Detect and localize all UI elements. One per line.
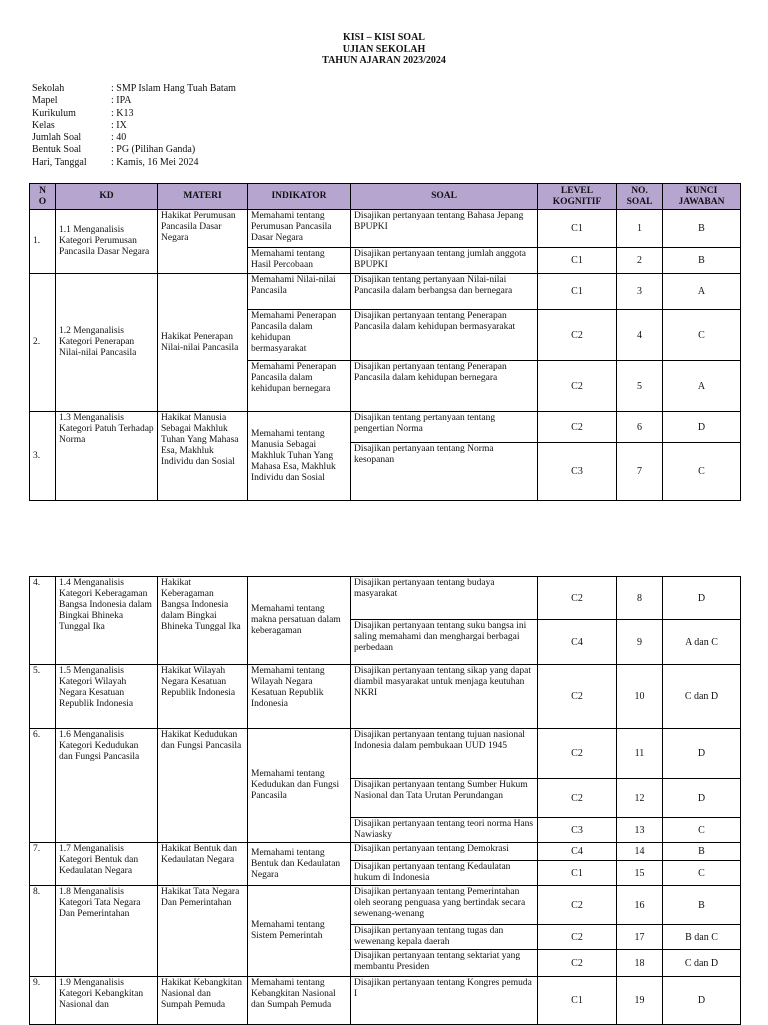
materi-cell: Hakikat Wilayah Negara Kesatuan Republik Indonesia bbox=[158, 665, 248, 729]
level-cell: C2 bbox=[538, 925, 617, 950]
info-value: : SMP Islam Hang Tuah Batam bbox=[111, 83, 236, 94]
info-row bbox=[32, 144, 236, 156]
soal-cell: Disajikan pertanyaan tentang Bahasa Jepang BPUPKI bbox=[351, 210, 538, 248]
kunci-cell: A dan C bbox=[663, 620, 741, 665]
doc-subtitle: UJIAN SEKOLAH bbox=[342, 43, 426, 55]
kunci-cell: B bbox=[663, 210, 741, 248]
info-row bbox=[32, 95, 236, 107]
materi-cell: Hakikat Kebangkitan Nasional dan Sumpah Pemuda bbox=[158, 977, 248, 1025]
kunci-cell: B bbox=[663, 248, 741, 274]
nosoal-cell: 2 bbox=[617, 248, 663, 274]
level-cell: C2 bbox=[538, 577, 617, 620]
col-header-kd: KD bbox=[56, 184, 158, 210]
nosoal-cell: 9 bbox=[617, 620, 663, 665]
materi-cell: Hakikat Manusia Sebagai Makhluk Tuhan Yang Mahasa Esa, Makhluk Individu dan Sosial bbox=[158, 412, 248, 501]
indikator-cell: Memahami tentang Wilayah Negara Kesatuan Republik Indonesia bbox=[248, 665, 351, 729]
row-number: 9. bbox=[30, 977, 56, 1025]
nosoal-cell: 6 bbox=[617, 412, 663, 443]
info-row bbox=[32, 120, 236, 132]
col-header-soal: SOAL bbox=[351, 184, 538, 210]
kunci-cell: B bbox=[663, 843, 741, 861]
table-row bbox=[30, 977, 741, 1025]
kunci-cell: D bbox=[663, 977, 741, 1025]
info-row bbox=[32, 132, 236, 144]
nosoal-cell: 5 bbox=[617, 361, 663, 412]
info-row bbox=[32, 108, 236, 120]
info-value: : 40 bbox=[111, 132, 127, 144]
info-label: Sekolah bbox=[32, 83, 65, 94]
soal-cell: Disajikan pertanyaan tentang tujuan nasional Indonesia dalam pembukaan UUD 1945 bbox=[351, 729, 538, 779]
nosoal-cell: 17 bbox=[617, 925, 663, 950]
nosoal-cell: 11 bbox=[617, 729, 663, 779]
soal-cell: Disajikan pertanyaan tentang Penerapan Pancasila dalam kehidupan bernegara bbox=[351, 361, 538, 412]
indikator-cell: Memahami tentang Hasil Percobaan bbox=[248, 248, 351, 274]
level-cell: C4 bbox=[538, 620, 617, 665]
indikator-cell: Memahami Penerapan Pancasila dalam kehidupan bernegara bbox=[248, 361, 351, 412]
kunci-cell: C dan D bbox=[663, 665, 741, 729]
info-value: : Kamis, 16 Mei 2024 bbox=[111, 156, 199, 168]
kd-cell: 1.5 Menganalisis Kategori Wilayah Negara Kesatuan Republik Indonesia bbox=[56, 665, 158, 729]
table-row bbox=[30, 412, 741, 443]
table-row bbox=[30, 274, 741, 310]
table-row bbox=[30, 210, 741, 248]
kisi-table-part-2 bbox=[29, 576, 741, 1025]
nosoal-cell: 16 bbox=[617, 886, 663, 925]
soal-cell: Disajikan pertanyaan tentang Sumber Hukum Nasional dan Tata Urutan Perundangan bbox=[351, 779, 538, 818]
row-number: 8. bbox=[30, 886, 56, 977]
kd-cell: 1.3 Menganalisis Kategori Patuh Terhadap Norma bbox=[56, 412, 158, 501]
info-label: Mapel bbox=[32, 95, 58, 107]
soal-cell: Disajikan pertanyaan tentang suku bangsa ini saling memahami dan menghargai berbagai perbedaan bbox=[351, 620, 538, 665]
indikator-cell: Memahami tentang Bentuk dan Kedaulatan Negara bbox=[248, 843, 351, 886]
indikator-cell: Memahami tentang Manusia Sebagai Makhluk Tuhan Yang Mahasa Esa, Makhluk Individu dan Sosial bbox=[248, 412, 351, 501]
table-row bbox=[30, 665, 741, 729]
kunci-cell: D bbox=[663, 779, 741, 818]
soal-cell: Disajikan pertanyaan tentang Norma kesopanan bbox=[351, 443, 538, 501]
nosoal-cell: 19 bbox=[617, 977, 663, 1025]
level-cell: C3 bbox=[538, 818, 617, 843]
col-header-indikator: INDIKATOR bbox=[248, 184, 351, 210]
indikator-cell: Memahami tentang Perumusan Pancasila Dasar Negara bbox=[248, 210, 351, 248]
row-number: 4. bbox=[30, 577, 56, 665]
kunci-cell: D bbox=[663, 577, 741, 620]
table-row bbox=[30, 886, 741, 925]
kd-cell: 1.4 Menganalisis Kategori Keberagaman Bangsa Indonesia dalam Bingkai Bhineka Tunggal Ika bbox=[56, 577, 158, 665]
info-value: : IX bbox=[111, 119, 127, 131]
info-row bbox=[32, 157, 236, 169]
row-number: 2. bbox=[30, 274, 56, 412]
materi-cell: Hakikat Penerapan Nilai-nilai Pancasila bbox=[158, 274, 248, 412]
level-cell: C2 bbox=[538, 665, 617, 729]
materi-cell: Hakikat Keberagaman Bangsa Indonesia dalam Bingkai Bhineka Tunggal Ika bbox=[158, 577, 248, 665]
nosoal-cell: 1 bbox=[617, 210, 663, 248]
soal-cell: Disajikan pertanyaan tentang Penerapan Pancasila dalam kehidupan bermasyarakat bbox=[351, 310, 538, 361]
kunci-cell: C bbox=[663, 310, 741, 361]
kunci-cell: C dan D bbox=[663, 950, 741, 977]
level-cell: C2 bbox=[538, 950, 617, 977]
info-row bbox=[32, 83, 236, 95]
document-header bbox=[0, 32, 768, 67]
school-info bbox=[32, 83, 236, 169]
level-cell: C1 bbox=[538, 248, 617, 274]
soal-cell: Disajikan pertanyaan tentang Demokrasi bbox=[351, 843, 538, 861]
kunci-cell: B bbox=[663, 886, 741, 925]
kunci-cell: D bbox=[663, 729, 741, 779]
nosoal-cell: 15 bbox=[617, 861, 663, 886]
nosoal-cell: 3 bbox=[617, 274, 663, 310]
col-header-level: LEVEL KOGNITIF bbox=[538, 184, 617, 210]
soal-cell: Disajikan pertanyaan tentang Kongres pemuda I bbox=[351, 977, 538, 1025]
kunci-cell: D bbox=[663, 412, 741, 443]
soal-cell: Disajikan pertanyaan tentang budaya masyarakat bbox=[351, 577, 538, 620]
level-cell: C2 bbox=[538, 886, 617, 925]
kunci-cell: C bbox=[663, 818, 741, 843]
indikator-cell: Memahami tentang makna persatuan dalam keberagaman bbox=[248, 577, 351, 665]
row-number: 3. bbox=[30, 412, 56, 501]
level-cell: C2 bbox=[538, 779, 617, 818]
table-header-row bbox=[30, 184, 741, 210]
row-number: 7. bbox=[30, 843, 56, 886]
level-cell: C2 bbox=[538, 412, 617, 443]
indikator-cell: Memahami tentang Kedudukan dan Fungsi Pancasila bbox=[248, 729, 351, 843]
kunci-cell: C bbox=[663, 443, 741, 501]
col-header-no: N O bbox=[30, 184, 56, 210]
level-cell: C1 bbox=[538, 861, 617, 886]
soal-cell: Disajikan pertanyaan tentang Pemerintahan oleh seorang penguasa yang bertindak secara sewenang-wenang bbox=[351, 886, 538, 925]
kd-cell: 1.8 Menganalisis Kategori Tata Negara Dan Pemerintahan bbox=[56, 886, 158, 977]
level-cell: C1 bbox=[538, 274, 617, 310]
level-cell: C1 bbox=[538, 977, 617, 1025]
info-label: Jumlah Soal bbox=[32, 132, 82, 144]
soal-cell: Disajikan tentang pertanyaan Nilai-nilai Pancasila dalam berbangsa dan bernegara bbox=[351, 274, 538, 310]
soal-cell: Disajikan pertanyaan tentang sikap yang dapat diambil masyarakat untuk menjaga keutuhan NKRI bbox=[351, 665, 538, 729]
info-label: Kelas bbox=[32, 119, 55, 131]
kd-cell: 1.2 Menganalisis Kategori Penerapan Nilai-nilai Pancasila bbox=[56, 274, 158, 412]
soal-cell: Disajikan pertanyaan tentang tugas dan wewenang kepala daerah bbox=[351, 925, 538, 950]
info-label: Hari, Tanggal bbox=[32, 156, 87, 168]
indikator-cell: Memahami Penerapan Pancasila dalam kehidupan bermasyarakat bbox=[248, 310, 351, 361]
kunci-cell: B dan C bbox=[663, 925, 741, 950]
col-header-materi: MATERI bbox=[158, 184, 248, 210]
nosoal-cell: 18 bbox=[617, 950, 663, 977]
nosoal-cell: 7 bbox=[617, 443, 663, 501]
soal-cell: Disajikan pertanyaan tentang Kedaulatan hukum di Indonesia bbox=[351, 861, 538, 886]
row-number: 6. bbox=[30, 729, 56, 843]
kunci-cell: C bbox=[663, 861, 741, 886]
kunci-cell: A bbox=[663, 361, 741, 412]
soal-cell: Disajikan pertanyaan tentang jumlah anggota BPUPKI bbox=[351, 248, 538, 274]
nosoal-cell: 12 bbox=[617, 779, 663, 818]
indikator-cell: Memahami tentang Sistem Pemerintah bbox=[248, 886, 351, 977]
kunci-cell: A bbox=[663, 274, 741, 310]
soal-cell: Disajikan pertanyaan tentang sektariat yang membantu Presiden bbox=[351, 950, 538, 977]
soal-cell: Disajikan pertanyaan tentang teori norma Hans Nawiasky bbox=[351, 818, 538, 843]
level-cell: C3 bbox=[538, 443, 617, 501]
doc-year: TAHUN AJARAN 2023/2024 bbox=[322, 55, 446, 66]
info-value: : IPA bbox=[111, 95, 132, 107]
nosoal-cell: 13 bbox=[617, 818, 663, 843]
nosoal-cell: 8 bbox=[617, 577, 663, 620]
info-value: : PG (Pilihan Ganda) bbox=[111, 144, 196, 156]
level-cell: C2 bbox=[538, 310, 617, 361]
soal-cell: Disajikan tentang pertanyaan tentang pengertian Norma bbox=[351, 412, 538, 443]
kd-cell: 1.7 Menganalisis Kategori Bentuk dan Kedaulatan Negara bbox=[56, 843, 158, 886]
info-label: Bentuk Soal bbox=[32, 144, 82, 156]
info-value: : K13 bbox=[111, 107, 134, 119]
level-cell: C4 bbox=[538, 843, 617, 861]
kd-cell: 1.1 Menganalisis Kategori Perumusan Pancasila Dasar Negara bbox=[56, 210, 158, 274]
materi-cell: Hakikat Bentuk dan Kedaulatan Negara bbox=[158, 843, 248, 886]
materi-cell: Hakikat Kedudukan dan Fungsi Pancasila bbox=[158, 729, 248, 843]
nosoal-cell: 4 bbox=[617, 310, 663, 361]
materi-cell: Hakikat Perumusan Pancasila Dasar Negara bbox=[158, 210, 248, 274]
row-number: 1. bbox=[30, 210, 56, 274]
materi-cell: Hakikat Tata Negara Dan Pemerintahan bbox=[158, 886, 248, 977]
level-cell: C1 bbox=[538, 210, 617, 248]
nosoal-cell: 10 bbox=[617, 665, 663, 729]
nosoal-cell: 14 bbox=[617, 843, 663, 861]
doc-title: KISI – KISI SOAL bbox=[343, 32, 425, 43]
row-number: 5. bbox=[30, 665, 56, 729]
table-row bbox=[30, 729, 741, 779]
kisi-table-part-1 bbox=[29, 183, 741, 501]
info-label: Kurikulum bbox=[32, 107, 76, 119]
col-header-nosoal: NO. SOAL bbox=[617, 184, 663, 210]
level-cell: C2 bbox=[538, 729, 617, 779]
kd-cell: 1.6 Menganalisis Kategori Kedudukan dan Fungsi Pancasila bbox=[56, 729, 158, 843]
kd-cell: 1.9 Menganalisis Kategori Kebangkitan Nasional dan bbox=[56, 977, 158, 1025]
table-row bbox=[30, 843, 741, 861]
table-row bbox=[30, 577, 741, 620]
indikator-cell: Memahami Nilai-nilai Pancasila bbox=[248, 274, 351, 310]
level-cell: C2 bbox=[538, 361, 617, 412]
indikator-cell: Memahami tentang Kebangkitan Nasional dan Sumpah Pemuda bbox=[248, 977, 351, 1025]
col-header-kunci: KUNCI JAWABAN bbox=[663, 184, 741, 210]
